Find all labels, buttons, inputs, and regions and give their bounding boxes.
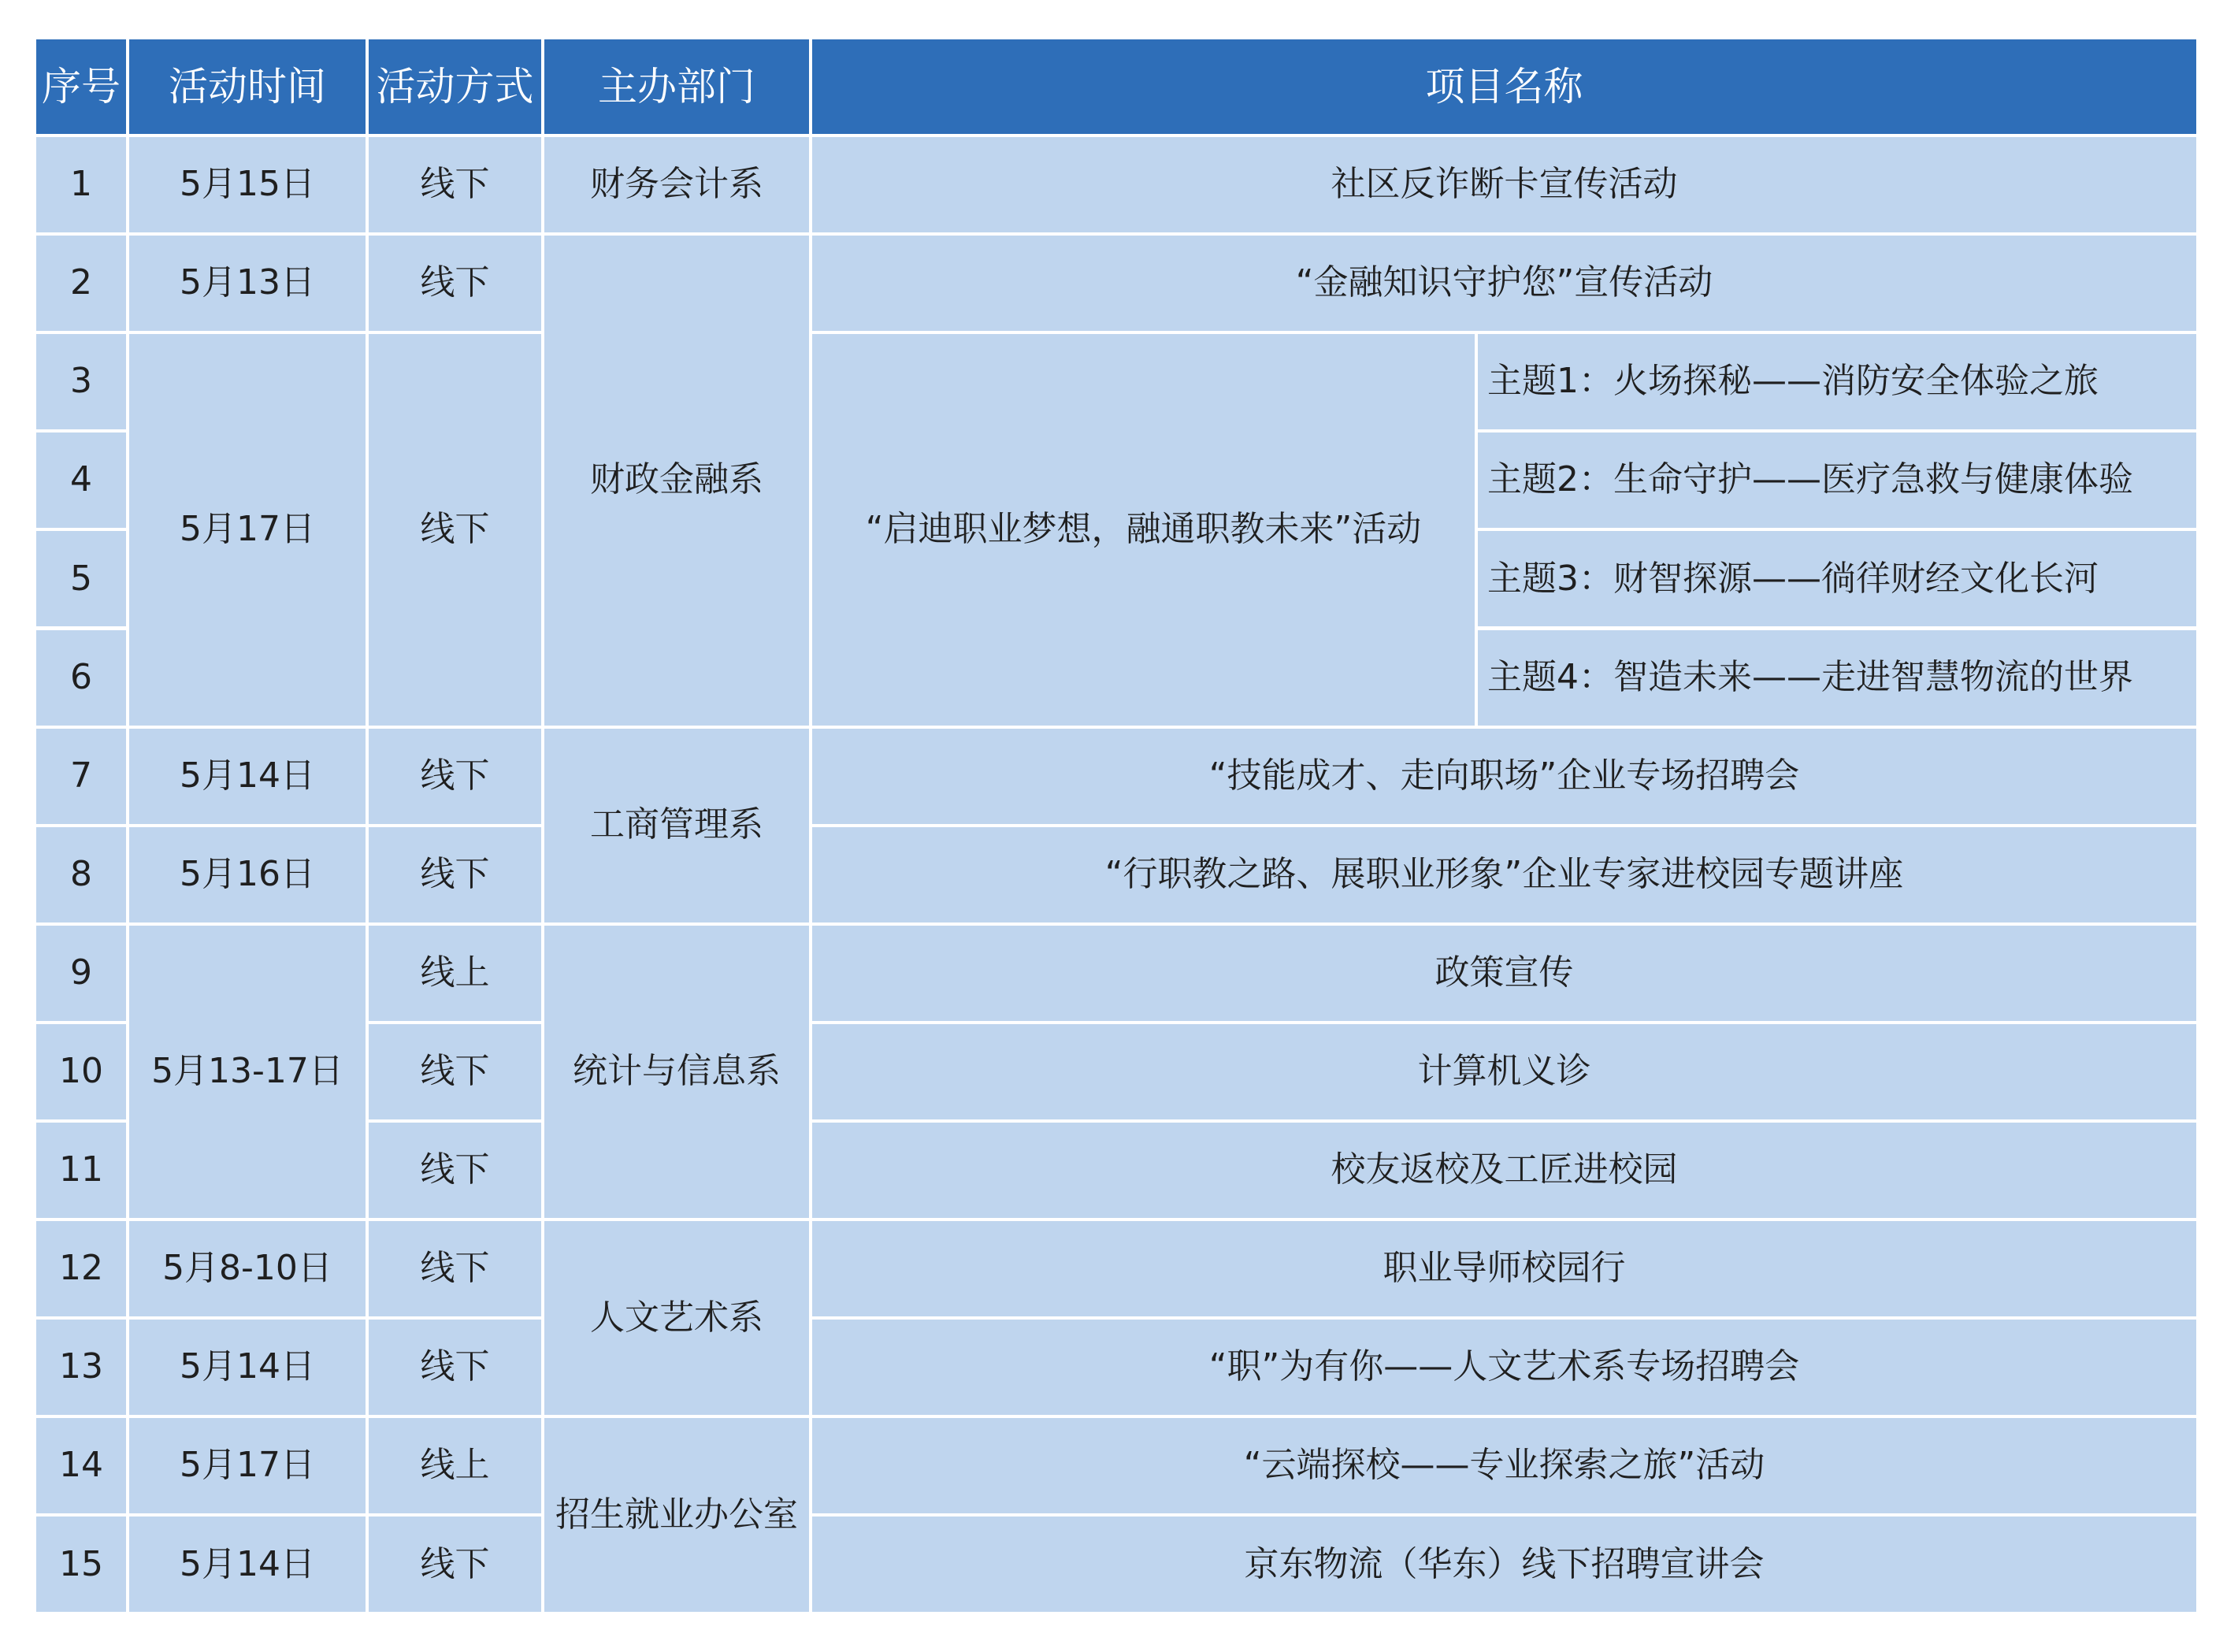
time-cell: 5月14日	[129, 1320, 366, 1415]
time-cell: 5月17日	[129, 1418, 366, 1513]
seq-cell: 13	[36, 1320, 126, 1415]
project-cell: 计算机义诊	[812, 1024, 2196, 1119]
seq-cell: 7	[36, 729, 126, 824]
theme-cell: 主题2：生命守护——医疗急救与健康体验	[1478, 432, 2196, 528]
project-cell: 政策宣传	[812, 926, 2196, 1021]
time-cell: 5月14日	[129, 729, 366, 824]
seq-cell: 2	[36, 236, 126, 331]
time-cell: 5月15日	[129, 137, 366, 232]
time-cell: 5月8-10日	[129, 1221, 366, 1316]
project-cell: “金融知识守护您”宣传活动	[812, 236, 2196, 331]
mode-cell: 线上	[369, 1418, 541, 1513]
mode-cell: 线下	[369, 827, 541, 923]
header-mode: 活动方式	[369, 39, 541, 134]
seq-cell: 9	[36, 926, 126, 1021]
mode-cell: 线下	[369, 1024, 541, 1119]
mode-cell: 线下	[369, 1320, 541, 1415]
header-name: 项目名称	[812, 39, 2196, 134]
seq-cell: 6	[36, 630, 126, 726]
seq-cell: 4	[36, 432, 126, 528]
project-cell: “云端探校——专业探索之旅”活动	[812, 1418, 2196, 1513]
seq-cell: 12	[36, 1221, 126, 1316]
mode-cell: 线下	[369, 1516, 541, 1612]
time-cell: 5月13-17日	[129, 926, 366, 1218]
mode-cell: 线下	[369, 1221, 541, 1316]
mode-cell: 线上	[369, 926, 541, 1021]
dept-cell: 工商管理系	[544, 729, 809, 923]
seq-cell: 8	[36, 827, 126, 923]
dept-cell: 统计与信息系	[544, 926, 809, 1218]
time-cell: 5月17日	[129, 334, 366, 725]
header-dept: 主办部门	[544, 39, 809, 134]
mode-cell: 线下	[369, 334, 541, 725]
project-cell: 社区反诈断卡宣传活动	[812, 137, 2196, 232]
seq-cell: 14	[36, 1418, 126, 1513]
dept-cell: 招生就业办公室	[544, 1418, 809, 1612]
mode-cell: 线下	[369, 236, 541, 331]
time-cell: 5月16日	[129, 827, 366, 923]
seq-cell: 5	[36, 531, 126, 626]
project-cell: “职”为有你——人文艺术系专场招聘会	[812, 1320, 2196, 1415]
project-cell: “技能成才、走向职场”企业专场招聘会	[812, 729, 2196, 824]
time-cell: 5月13日	[129, 236, 366, 331]
project-cell: 校友返校及工匠进校园	[812, 1123, 2196, 1218]
dept-cell: 财政金融系	[544, 236, 809, 726]
dept-cell: 人文艺术系	[544, 1221, 809, 1415]
mode-cell: 线下	[369, 729, 541, 824]
seq-cell: 11	[36, 1123, 126, 1218]
theme-cell: 主题1：火场探秘——消防安全体验之旅	[1478, 334, 2196, 429]
theme-cell: 主题4：智造未来——走进智慧物流的世界	[1478, 630, 2196, 726]
mode-cell: 线下	[369, 1123, 541, 1218]
seq-cell: 15	[36, 1516, 126, 1612]
header-time: 活动时间	[129, 39, 366, 134]
dept-cell: 财务会计系	[544, 137, 809, 232]
seq-cell: 3	[36, 334, 126, 429]
theme-cell: 主题3：财智探源——徜徉财经文化长河	[1478, 531, 2196, 626]
project-cell: 京东物流（华东）线下招聘宣讲会	[812, 1516, 2196, 1612]
activity-table	[36, 39, 2199, 1616]
seq-cell: 10	[36, 1024, 126, 1119]
seq-cell: 1	[36, 137, 126, 232]
project-cell: 职业导师校园行	[812, 1221, 2196, 1316]
time-cell: 5月14日	[129, 1516, 366, 1612]
project-cell: “行职教之路、展职业形象”企业专家进校园专题讲座	[812, 827, 2196, 923]
project-cell: “启迪职业梦想，融通职教未来”活动	[812, 334, 1475, 725]
header-seq: 序号	[36, 39, 126, 134]
mode-cell: 线下	[369, 137, 541, 232]
